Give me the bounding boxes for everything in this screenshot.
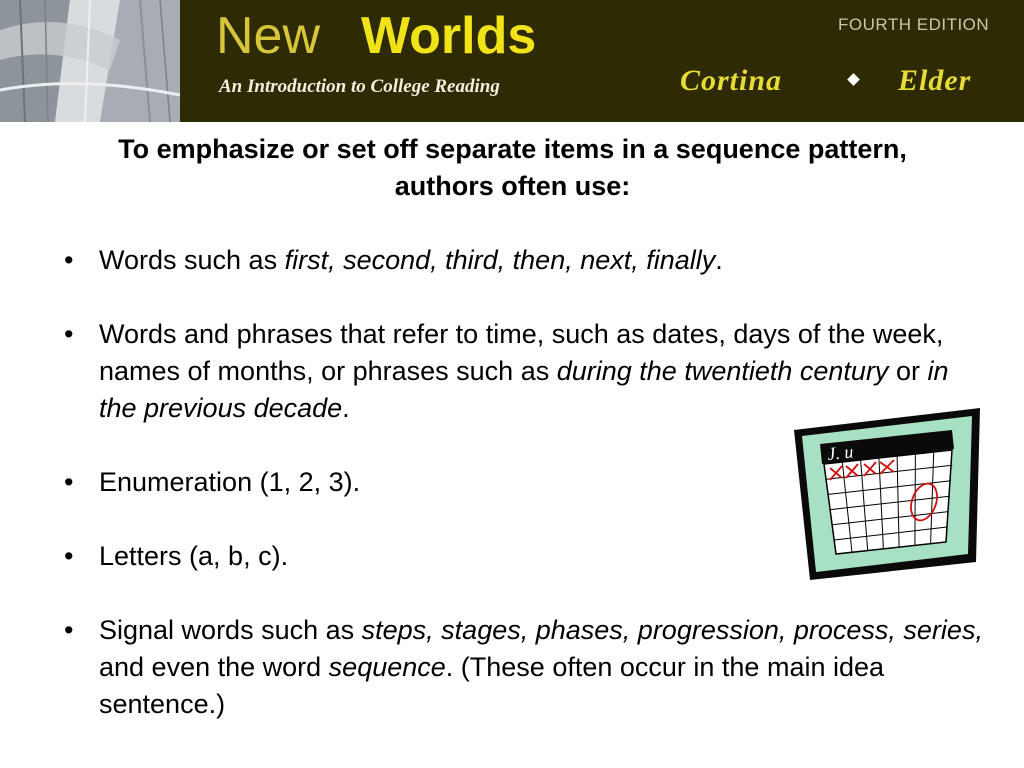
calendar-month-label: J. u — [826, 441, 855, 464]
slide-heading: To emphasize or set off separate items in a sequence pattern, authors often use: — [118, 134, 907, 201]
bullet-item-3 — [64, 464, 764, 501]
brand-subtitle: An Introduction to College Reading — [219, 76, 500, 97]
edition-label: FOURTH EDITION — [838, 15, 990, 34]
bullet-icon: • — [64, 245, 74, 275]
bullet-icon: • — [64, 615, 74, 645]
author-elder: Elder — [898, 64, 972, 97]
diamond-separator-icon — [847, 73, 860, 86]
bullet-icon: • — [64, 467, 74, 497]
bullet-text: Words such as first, second, third, then, next, finally. — [99, 245, 723, 275]
bullet-text: Enumeration (1, 2, 3). — [99, 467, 361, 497]
bullet-icon: • — [64, 541, 74, 571]
building-photo — [0, 0, 180, 122]
bullet-text: Signal words such as steps, stages, phases, progression, process, series, and even the word sequence. (These often occur in the main idea sentence.) — [99, 615, 983, 719]
bullet-icon: • — [64, 319, 74, 349]
bullet-item-4 — [64, 538, 764, 575]
author-cortina: Cortina — [680, 64, 783, 97]
bullet-item-1 — [64, 242, 934, 279]
bullet-text: Words and phrases that refer to time, such as dates, days of the week, names of months, or phrases such as during the twentieth century or in the previous decade. — [99, 319, 949, 423]
header-banner — [0, 0, 1024, 122]
calendar-icon — [788, 404, 984, 582]
brand-title-new: New — [216, 7, 321, 65]
bullet-item-5 — [64, 612, 984, 723]
bullet-text: Letters (a, b, c). — [99, 541, 289, 571]
brand-title-worlds: Worlds — [361, 7, 537, 65]
